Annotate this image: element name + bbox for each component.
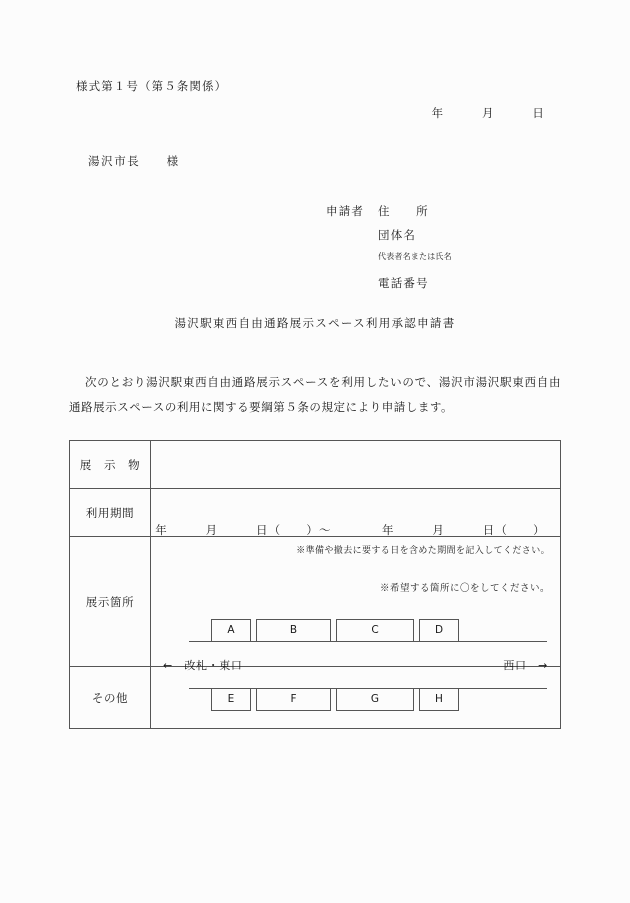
row-value-other[interactable]: [151, 667, 561, 729]
row-value-exhibit[interactable]: [151, 441, 561, 489]
applicant-field-phone: 電話番号: [378, 276, 429, 290]
place-note: ※希望する箇所に〇をしてください。: [379, 582, 550, 594]
row-label-place: 展示箇所: [70, 537, 151, 667]
exhibit-slot-f[interactable]: F: [256, 689, 331, 711]
row-value-period[interactable]: [151, 489, 561, 556]
row-value-place[interactable]: [151, 537, 561, 705]
row-label-exhibit: 展 示 物: [70, 441, 151, 489]
table-row-period: [70, 489, 561, 537]
row-label-period: 利用期間: [70, 489, 151, 537]
exhibit-slot-g[interactable]: G: [336, 689, 414, 711]
table-row-exhibit: [70, 441, 561, 489]
exhibit-slot-h[interactable]: H: [419, 689, 459, 711]
application-table: [69, 440, 561, 729]
applicant-row: [326, 275, 452, 299]
form-number: 様式第１号（第５条関係）: [76, 79, 228, 93]
applicant-row: [326, 227, 452, 251]
period-date-line: 年 月 日（ ）〜 年 月 日（ ）: [155, 522, 546, 537]
exhibit-slot-b[interactable]: B: [256, 619, 331, 641]
row-label-other: その他: [70, 667, 151, 729]
exhibit-slot-d[interactable]: D: [419, 619, 459, 641]
addressee: 湯沢市長 様: [88, 154, 180, 168]
gate-label-west: 西口 →: [503, 658, 548, 672]
period-note: ※準備や撤去に要する日を含めた期間を記入してください。: [296, 545, 550, 556]
applicant-heading: 申請者: [326, 204, 365, 218]
applicant-field-representative-name: 代表者名または氏名: [378, 252, 452, 261]
applicant-block: [326, 203, 452, 299]
table-row-other: [70, 667, 561, 729]
applicant-row: [326, 203, 452, 227]
exhibit-slot-c[interactable]: C: [336, 619, 414, 641]
applicant-row: [326, 251, 452, 275]
applicant-field-address: 住 所: [378, 204, 429, 218]
exhibit-slot-a[interactable]: A: [211, 619, 251, 641]
gate-label-east: ← 改札・東口: [163, 658, 243, 672]
corridor-rail-top: [189, 641, 547, 642]
header-date-line: 年 月 日: [431, 106, 545, 120]
document-title: 湯沢駅東西自由通路展示スペース利用承認申請書: [174, 316, 456, 330]
applicant-field-organization: 団体名: [378, 228, 417, 242]
table-row-place: [70, 537, 561, 667]
body-paragraph: 次のとおり湯沢駅東西自由通路展示スペースを利用したいので、湯沢市湯沢駅東西自由通路展示スペースの利用に関する要綱第５条の規定により申請します。: [69, 375, 561, 414]
exhibit-slot-e[interactable]: E: [211, 689, 251, 711]
